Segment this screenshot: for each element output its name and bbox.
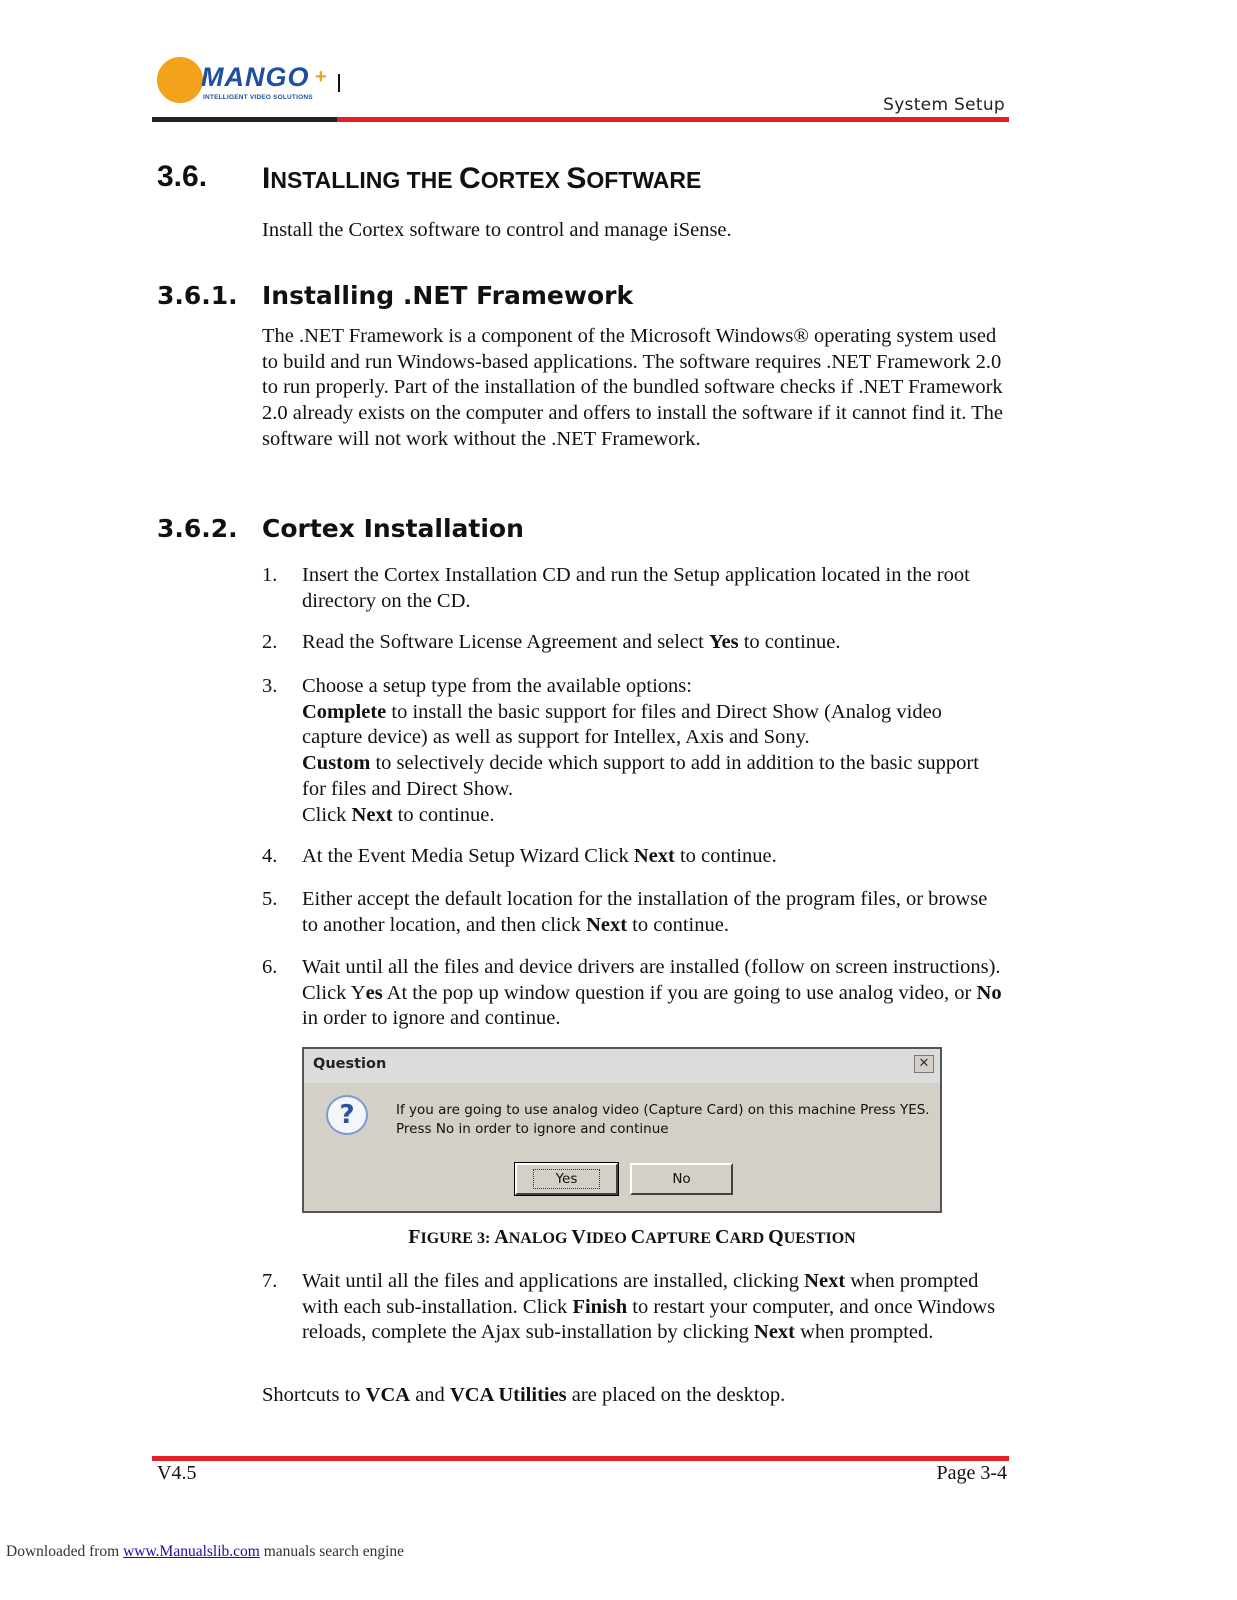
no-button[interactable]: No xyxy=(630,1163,733,1195)
logo-brand: MANGO xyxy=(201,62,310,92)
subsection-number-install: 3.6.2. xyxy=(157,514,238,543)
logo-tagline: INTELLIGENT VIDEO SOLUTIONS xyxy=(203,94,313,101)
download-notice: Downloaded from www.Manualslib.com manuals search engine xyxy=(6,1543,405,1560)
subsection-title-install: Cortex Installation xyxy=(262,514,524,543)
subsection-number-net: 3.6.1. xyxy=(157,281,238,310)
section-intro: Install the Cortex software to control and manage iSense. xyxy=(262,219,732,241)
dialog-titlebar xyxy=(304,1049,940,1083)
question-icon: ? xyxy=(326,1095,368,1135)
closing-paragraph: Shortcuts to VCA and VCA Utilities are placed on the desktop. xyxy=(262,1384,786,1406)
close-icon[interactable]: ✕ xyxy=(914,1055,934,1073)
section-title: INSTALLING THE CORTEX SOFTWARE xyxy=(262,162,702,195)
logo-plus: + xyxy=(315,66,327,88)
dialog-title: Question xyxy=(313,1056,387,1072)
section-number: 3.6. xyxy=(157,160,208,193)
manualslib-link[interactable]: www.Manualslib.com xyxy=(123,1543,260,1560)
net-paragraph: The .NET Framework is a component of the Microsoft Windows® operating system used to build and run Windows-based applications. The software requires .NET Framework 2.0 to run properly. Part of the installation of the bundled software checks if .NET Framework 2.0 already exists on the computer and offers to install the software if it cannot find it. The software will not work without the .NET Framework. xyxy=(262,325,1004,450)
footer-page-number: Page 3-4 xyxy=(936,1462,1007,1484)
header-section-title: System Setup xyxy=(883,95,1005,115)
brand-logo xyxy=(157,52,347,112)
footer-rule xyxy=(152,1456,1009,1461)
logo-mango-icon xyxy=(157,57,203,103)
dialog-message: If you are going to use analog video (Capture Card) on this machine Press YES. Press No in order to ignore and continue xyxy=(396,1102,930,1137)
footer-version: V4.5 xyxy=(157,1462,197,1484)
logo-divider xyxy=(338,74,340,92)
question-dialog-screenshot xyxy=(302,1047,942,1213)
header-rule-accent xyxy=(152,117,337,122)
yes-button[interactable]: Yes xyxy=(515,1163,618,1195)
subsection-title-net: Installing .NET Framework xyxy=(262,281,634,310)
figure-caption: FIGURE 3: ANALOG VIDEO CAPTURE CARD QUESTION xyxy=(408,1226,856,1248)
